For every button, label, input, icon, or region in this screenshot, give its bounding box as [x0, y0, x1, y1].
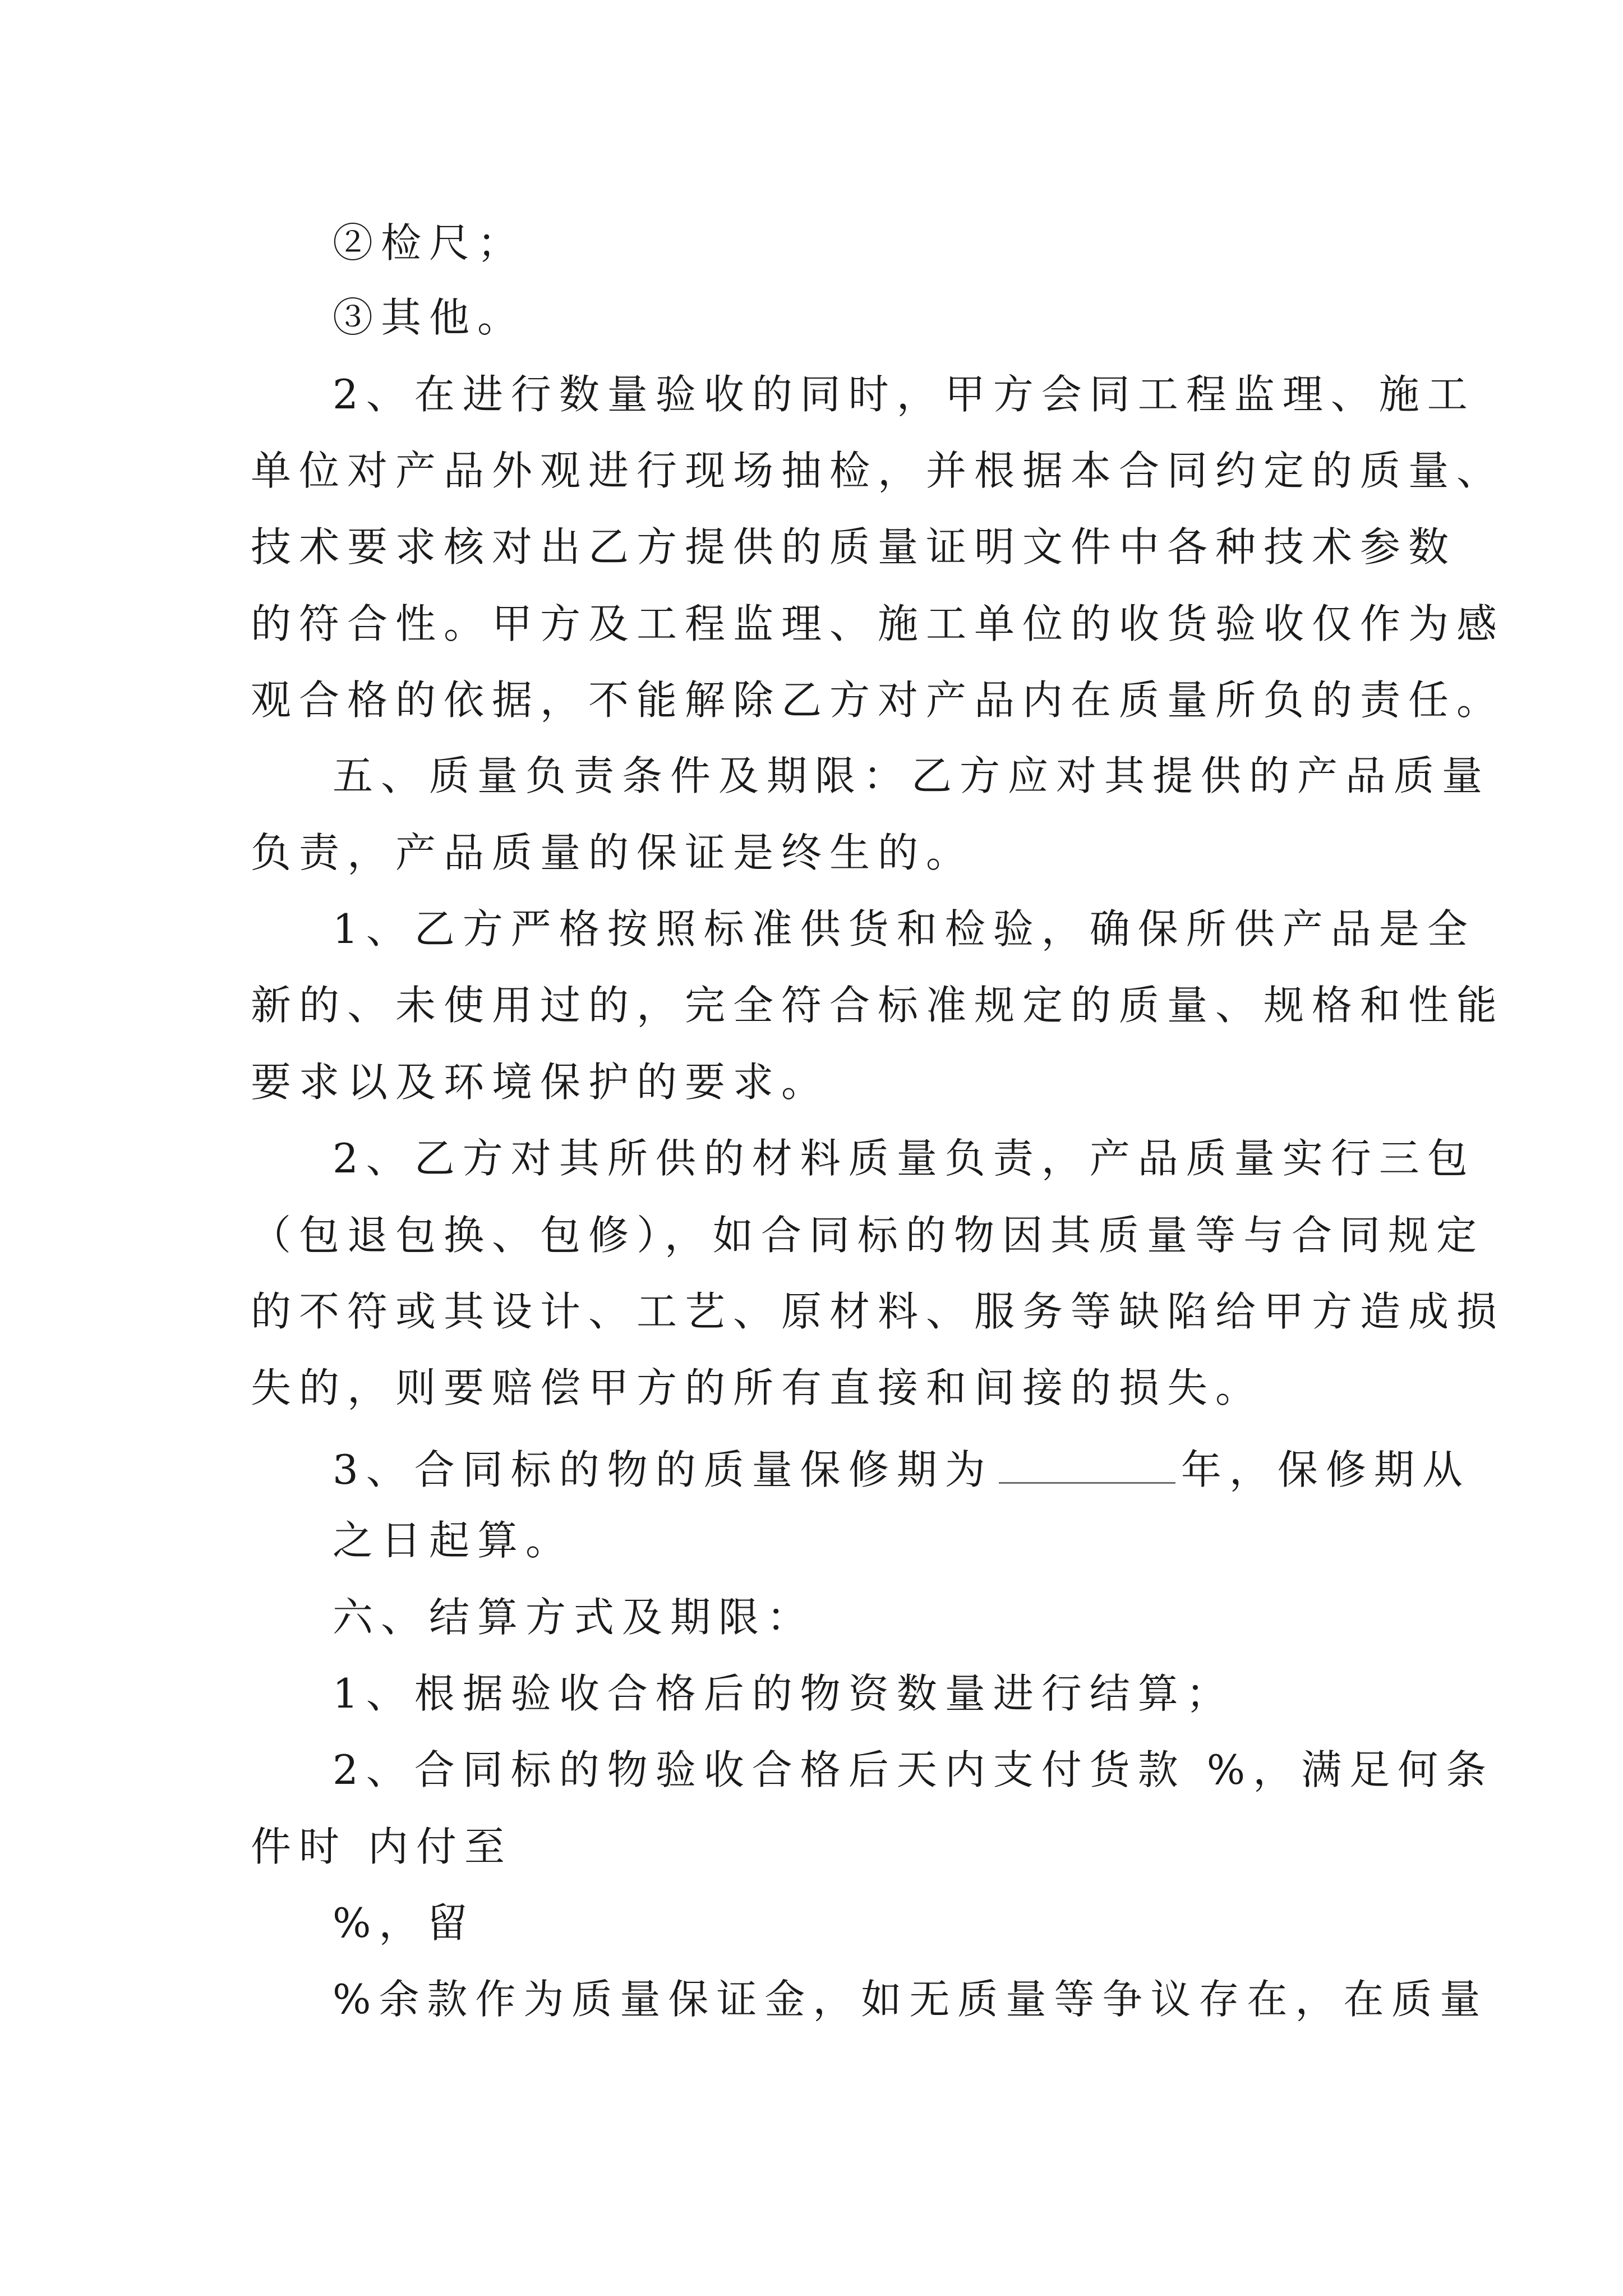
paragraph-line: 观合格的依据，不能解除乙方对产品内在质量所负的责任。 [251, 677, 1505, 724]
paragraph-line: 1、乙方严格按照标准供货和检验，确保所供产品是全 [333, 905, 1476, 953]
paragraph-line: 要求以及环境保护的要求。 [251, 1059, 830, 1106]
paragraph-line: %，留 [333, 1899, 476, 1947]
paragraph-line: 2、合同标的物验收合格后天内支付货款 %，满足何条 [333, 1746, 1495, 1793]
paragraph-line: ②检尺； [333, 219, 526, 266]
paragraph-line: 失的，则要赔偿甲方的所有直接和间接的损失。 [251, 1364, 1264, 1411]
paragraph-line: 件时 内付至 [251, 1823, 513, 1870]
section-heading-line: 五、质量负责条件及期限：乙方应对其提供的产品质量 [333, 752, 1491, 799]
paragraph-line: 负责，产品质量的保证是终生的。 [251, 829, 975, 876]
paragraph-line: 2、乙方对其所供的材料质量负责，产品质量实行三包 [333, 1135, 1476, 1182]
paragraph-line: 新的、未使用过的，完全符合标准规定的质量、规格和性能 [251, 982, 1505, 1029]
paragraph-line: 1、根据验收合格后的物资数量进行结算； [333, 1670, 1234, 1717]
paragraph-line: 的符合性。甲方及工程监理、施工单位的收货验收仅作为感 [251, 600, 1505, 647]
paragraph-line: 技术要求核对出乙方提供的质量证明文件中各种技术参数 [251, 523, 1457, 570]
paragraph-line: 之日起算。 [333, 1517, 574, 1564]
warranty-years-blank [999, 1444, 1175, 1484]
warranty-text-before: 3、合同标的物的质量保修期为 [333, 1446, 993, 1493]
warranty-text-after: 年，保修期从 [1181, 1446, 1470, 1493]
section-heading-line: 六、结算方式及期限： [333, 1594, 815, 1641]
paragraph-line: 单位对产品外观进行现场抽检，并根据本合同约定的质量、 [251, 447, 1505, 494]
paragraph-line: ③其他。 [333, 294, 526, 341]
paragraph-line: 的不符或其设计、工艺、原材料、服务等缺陷给甲方造成损 [251, 1288, 1505, 1335]
paragraph-line: %余款作为质量保证金，如无质量等争议存在，在质量 [333, 1976, 1488, 2023]
paragraph-line: 2、在进行数量验收的同时，甲方会同工程监理、施工 [333, 371, 1476, 418]
paragraph-line: （包退包换、包修），如合同标的物因其质量等与合同规定 [251, 1212, 1485, 1259]
warranty-period-line [333, 1444, 1470, 1493]
